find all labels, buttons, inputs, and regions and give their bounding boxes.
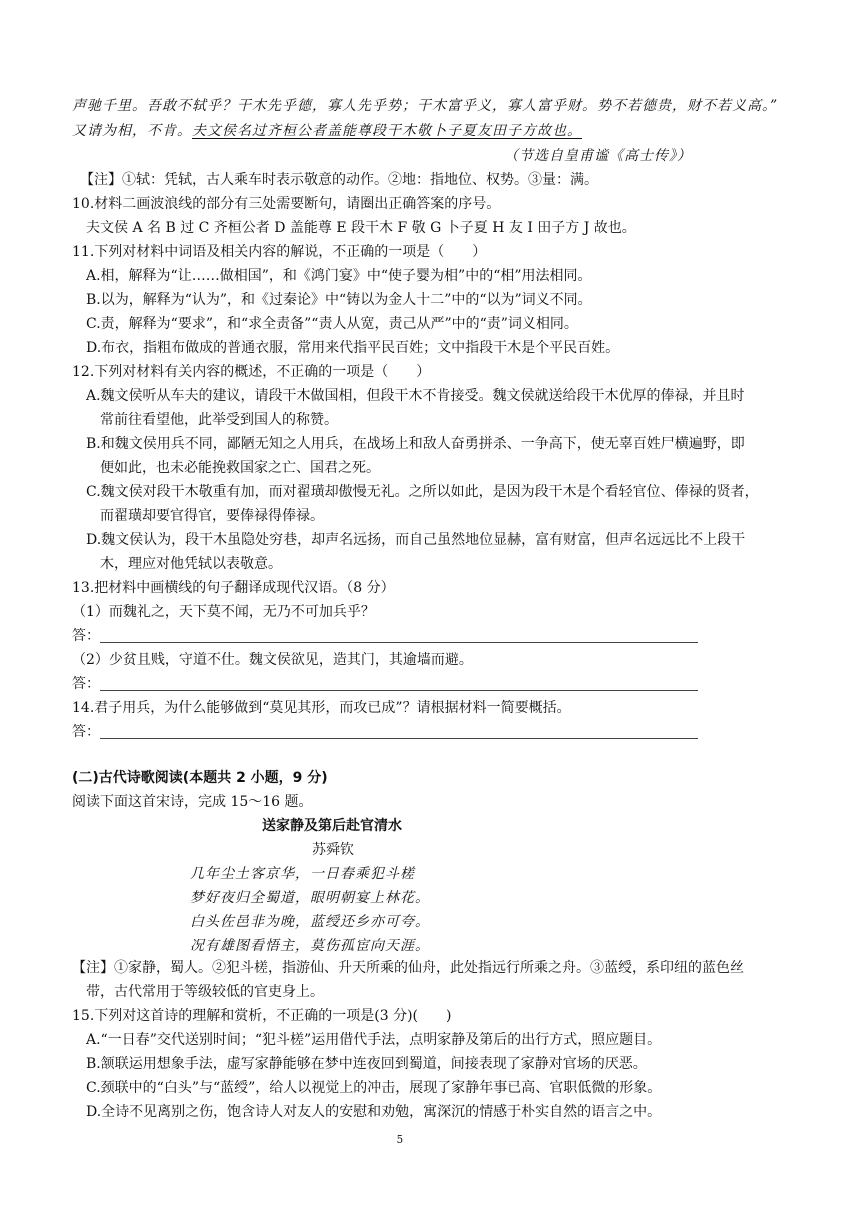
poem-note-line-2: 带，古代常用于等级较低的官吏身上。 xyxy=(86,984,324,1000)
poem-line-1: 几年尘土客京华，一日春乘犯斗槎 xyxy=(190,866,415,882)
question-11-option-c: C.责，解释为“要求”，和“求全责备”“责人从宽，责己从严”中的“责”词义相同。 xyxy=(86,316,578,332)
answer-blank-13-2[interactable] xyxy=(100,690,698,691)
page-number: 5 xyxy=(396,1133,404,1146)
question-12-option-a-line-1: A.魏文侯听从车夫的建议，请段干木做国相，但段干木不肯接受。魏文侯就送给段干木优厚的俸禄，并且时 xyxy=(86,388,745,404)
answer-blank-14[interactable] xyxy=(100,738,698,739)
question-12-option-d-line-2: 木，理应对他凭轼以表敬意。 xyxy=(100,556,282,572)
question-13-part-2: （2）少贫且贱，守道不仕。魏文侯欲见，造其门，其逾墙而避。 xyxy=(72,652,473,668)
question-13-stem: 13.把材料中画横线的句子翻译成现代汉语。（8 分） xyxy=(72,580,395,596)
question-10-stem: 10.材料二画波浪线的部分有三处需要断句，请圈出正确答案的序号。 xyxy=(72,196,501,212)
answer-label: 答： xyxy=(72,628,100,644)
passage-line-2-plain: 又请为相，不肯。 xyxy=(72,123,192,139)
question-15-option-a: A.“一日春”交代送别时间；“犯斗槎”运用借代手法，点明家静及第后的出行方式，照应题目。 xyxy=(86,1032,662,1048)
question-11-option-a: A.相，解释为“让……做相国”，和《鸿门宴》中“使子婴为相”中的“相”用法相同。 xyxy=(86,268,592,284)
poem-line-4: 况有雄图看悟主，莫伤孤宦向天涯。 xyxy=(190,938,430,954)
passage-line-2 xyxy=(72,121,582,141)
passage-source: （节选自皇甫谧《高士传》） xyxy=(504,148,692,164)
question-14-stem: 14.君子用兵，为什么能够做到“莫见其形，而攻已成”？请根据材料一简要概括。 xyxy=(72,700,571,716)
question-13-part-1: （1）而魏礼之，天下莫不闻，无乃不可加兵乎？ xyxy=(72,604,375,620)
answer-label: 答： xyxy=(72,676,100,692)
section-intro: 阅读下面这首宋诗，完成 15～16 题。 xyxy=(72,794,313,810)
answer-blank-13-1[interactable] xyxy=(100,642,698,643)
poem-title: 送家静及第后赴官清水 xyxy=(262,818,402,834)
question-12-option-b-line-2: 便如此，也未必能挽救国家之亡、国君之死。 xyxy=(100,460,380,476)
passage-line-1: 声驰千里。吾敢不轼乎？干木先乎德，寡人先乎势；干木富乎义，寡人富乎财。势不若德贵，财不若义高。” xyxy=(72,98,779,114)
question-12-option-b-line-1: B.和魏文侯用兵不同，鄙陋无知之人用兵，在战场上和敌人奋勇拼杀、一争高下，使无辜百姓尸横遍野，即 xyxy=(86,436,745,452)
question-10-options: 夫文侯 A 名 B 过 C 齐桓公者 D 盖能尊 E 段干木 F 敬 G 卜子夏 H 友 I 田子方 J 故也。 xyxy=(86,220,636,236)
answer-label: 答： xyxy=(72,724,100,740)
question-15-option-d: D.全诗不见离别之伤，饱含诗人对友人的安慰和劝勉，寓深沉的情感于朴实自然的语言之中。 xyxy=(86,1104,662,1120)
passage-note: 【注】①轼：凭轼，古人乘车时表示敬意的动作。②地：指地位、权势。③量：满。 xyxy=(80,172,598,188)
question-12-option-d-line-1: D.魏文侯认为，段干木虽隐处穷巷，却声名远扬，而自己虽然地位显赫，富有财富，但声名远远比不上段干 xyxy=(86,532,746,548)
question-12-option-a-line-2: 常前往看望他，此举受到国人的称赞。 xyxy=(100,412,338,428)
section-heading: (二)古代诗歌阅读(本题共 2 小题，9 分) xyxy=(72,770,328,786)
poem-line-2: 梦好夜归全蜀道，眼明朝宴上林花。 xyxy=(190,890,430,906)
question-12-option-c-line-1: C.魏文侯对段干木敬重有加，而对翟璜却傲慢无礼。之所以如此，是因为段干木是个看轻官位、俸禄的贤者， xyxy=(86,484,759,500)
poem-author: 苏舜钦 xyxy=(312,842,354,858)
question-11-option-d: D.布衣，指粗布做成的普通衣服，常用来代指平民百姓；文中指段干木是个平民百姓。 xyxy=(86,340,620,356)
question-11-stem: 11.下列对材料中词语及相关内容的解说，不正确的一项是（ ） xyxy=(72,244,487,260)
poem-line-3: 白头佐邑非为晚，蓝绶还乡亦可夸。 xyxy=(190,914,430,930)
question-11-option-b: B.以为，解释为“认为”，和《过秦论》中“铸以为金人十二”中的“以为”词义不同。 xyxy=(86,292,592,308)
question-15-option-c: C.颈联中的“白头”与“蓝绶”，给人以视觉上的冲击，展现了家静年事已高、官职低微的形象。 xyxy=(86,1080,662,1096)
question-15-stem: 15.下列对这首诗的理解和赏析，不正确的一项是(3 分)( ) xyxy=(72,1008,452,1024)
question-12-option-c-line-2: 而翟璜却要官得官，要俸禄得俸禄。 xyxy=(100,508,324,524)
poem-note-line-1: 【注】①家静，蜀人。②犯斗槎，指游仙、升天所乘的仙舟，此处指远行所乘之舟。③蓝绶，系印纽的蓝色丝 xyxy=(72,960,744,976)
question-12-stem: 12.下列对材料有关内容的概述，不正确的一项是（ ） xyxy=(72,364,431,380)
question-15-option-b: B.颔联运用想象手法，虚写家静能够在梦中连夜回到蜀道，间接表现了家静对官场的厌恶。 xyxy=(86,1056,647,1072)
passage-wavy-sentence: 夫文侯名过齐桓公者盖能尊段干木敬卜子夏友田子方故也。 xyxy=(192,123,582,139)
